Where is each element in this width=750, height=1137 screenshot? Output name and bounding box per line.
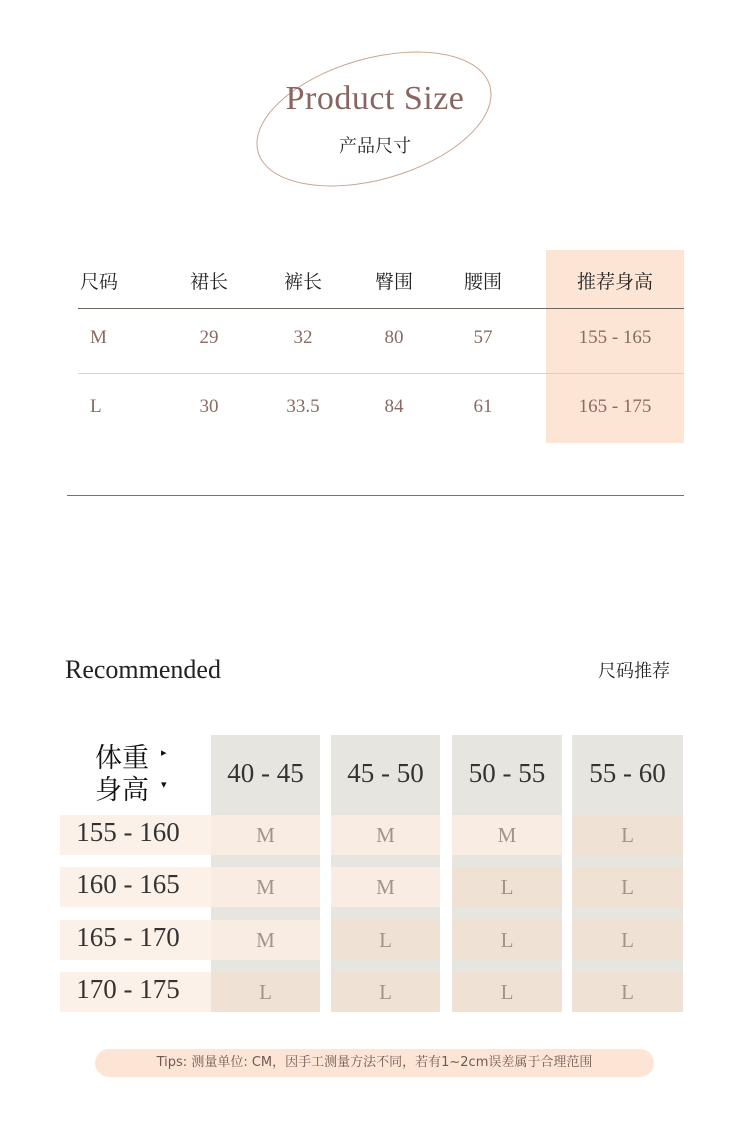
- size-table-cell: 165 - 175: [578, 396, 652, 417]
- size-table-header-cell: 推荐身高: [576, 271, 653, 293]
- right-arrow-icon: ▸: [161, 746, 167, 759]
- recommend-cell: M: [211, 920, 320, 960]
- recommend-cell: M: [211, 867, 320, 907]
- height-axis-label: 身高: [95, 775, 149, 806]
- title-oval-decoration: [241, 27, 507, 211]
- recommend-cell: M: [211, 815, 320, 855]
- size-table-cell: 32: [293, 327, 313, 348]
- size-table-header-cell: 裤长: [283, 271, 322, 293]
- size-table-header-cell: 裙长: [189, 271, 228, 293]
- recommend-cell: L: [452, 920, 562, 960]
- weight-column-header: 40 - 45: [227, 758, 304, 788]
- table-header-divider: [78, 308, 684, 309]
- weight-axis-label: 体重: [95, 743, 149, 774]
- size-table-cell: 80: [384, 327, 404, 348]
- size-table-header-cell: 腰围: [463, 271, 502, 293]
- size-table-cell: 61: [473, 396, 493, 417]
- height-row-label: 170 - 175: [76, 974, 180, 1004]
- height-row-label: 155 - 160: [76, 817, 180, 847]
- recommend-cell: L: [572, 815, 683, 855]
- size-table-cell: 33.5: [286, 396, 320, 417]
- weight-column-header: 55 - 60: [589, 758, 666, 788]
- recommend-cell: M: [331, 867, 440, 907]
- size-table-cell: L: [90, 396, 102, 417]
- recommend-cell: L: [331, 972, 440, 1012]
- section-divider: [67, 495, 684, 496]
- size-table-cell: 30: [199, 396, 219, 417]
- tips-bar: Tips: 测量单位: CM，因手工测量方法不同，若有1~2cm误差属于合理范围: [95, 1049, 654, 1077]
- page-subtitle: 产品尺寸: [339, 136, 411, 157]
- down-arrow-icon: ▾: [161, 778, 167, 791]
- table-row-divider: [78, 373, 684, 374]
- size-table-header-cell: 尺码: [80, 271, 119, 293]
- recommend-cell: L: [331, 920, 440, 960]
- recommend-cell: L: [211, 972, 320, 1012]
- recommend-cell: M: [452, 815, 562, 855]
- recommend-cell: L: [452, 867, 562, 907]
- recommend-cell: L: [572, 920, 683, 960]
- size-table-cell: 84: [384, 396, 404, 417]
- recommend-cell: M: [331, 815, 440, 855]
- weight-column-header: 50 - 55: [468, 758, 546, 788]
- size-table-cell: 29: [199, 327, 219, 348]
- height-row-label: 165 - 170: [76, 922, 180, 952]
- size-table-cell: M: [90, 327, 107, 348]
- size-table-cell: 57: [473, 327, 493, 348]
- size-table-header-cell: 臀围: [374, 271, 413, 293]
- recommended-title: Recommended: [65, 655, 221, 684]
- recommend-cell: L: [572, 972, 683, 1012]
- height-row-label: 160 - 165: [76, 869, 180, 899]
- weight-column-header: 45 - 50: [347, 758, 424, 788]
- recommend-cell: L: [452, 972, 562, 1012]
- size-table-cell: 155 - 165: [578, 327, 652, 348]
- recommend-cell: L: [572, 867, 683, 907]
- page-title: Product Size: [285, 80, 465, 117]
- recommended-title-cn: 尺码推荐: [598, 661, 670, 682]
